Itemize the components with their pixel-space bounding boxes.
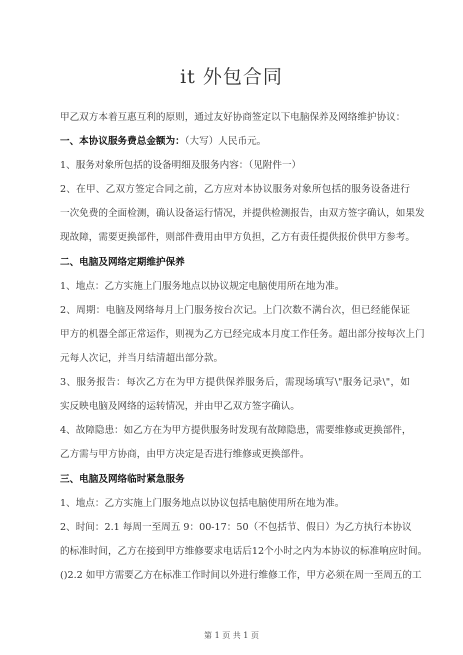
section3-heading: 三、电脑及网络临时紧急服务 <box>60 474 185 485</box>
section2-line-5: 3、服务报告：每次乙方在为甲方提供保养服务后，需现场填写\"服务记录\"，如 <box>60 377 410 388</box>
section2-line-1: 1、地点：乙方实施上门服务地点以协议规定电脑使用所在地为准。 <box>60 281 345 292</box>
document-title: it 外包合同 <box>180 66 283 88</box>
section2-line-7: 4、故障隐患：如乙方在为甲方提供服务时发现有故障隐患，需要维修或更换部件， <box>60 425 412 436</box>
section3-line-4: ()2.2 如甲方需要乙方在标准工作时间以外进行维修工作，甲方必须在周一至周五的工 <box>60 570 422 581</box>
section2-line-3: 甲方的机器全部正常运作，则视为乙方已经完成本月度工作任务。超出部分按每次上门 <box>60 329 425 340</box>
section2-line-2: 2、周期：电脑及网络每月上门服务按台次记。上门次数不满台次，但已经能保证 <box>60 305 410 316</box>
intro-paragraph: 甲乙双方本着互惠互利的原则，通过友好协商签定以下电脑保养及网络维护协议： <box>60 112 406 123</box>
section1-item-2-cont: 一次免费的全面检测，确认设备运行情况，并提供检测报告，由双方签字确认，如果发 <box>60 208 425 219</box>
section3-line-2: 2、时间：2.1 每周一至周五 9：00-17：50（不包括节、假日）为乙方执行本协议 <box>60 522 412 533</box>
section3-line-1: 1、地点：乙方实施上门服务地点以协议包括电脑使用所在地为准。 <box>60 498 345 509</box>
section3-line-3: 的标准时间，乙方在接到甲方维修要求电话后12个小时之内为本协议的标准响应时间。 <box>60 546 428 557</box>
page-footer: 第 1 页 共 1 页 <box>204 631 259 640</box>
section2-line-6: 实反映电脑及网络的运转情况，并由甲乙双方签字确认。 <box>60 401 300 412</box>
section2-line-4: 元每人次记，并当月结清超出部分款。 <box>60 353 224 364</box>
section1-item-2: 2、在甲、乙双方签定合同之前，乙方应对本协议服务对象所包括的服务设备进行 <box>60 184 410 195</box>
section2-heading: 二、电脑及网络定期维护保养 <box>60 257 185 268</box>
section2-line-8: 乙方需与甲方协商，由甲方决定是否进行维修或更换部件。 <box>60 449 310 460</box>
section1-item-1: 1、服务对象所包括的设备明细及服务内容：（见附件一） <box>60 160 302 171</box>
section1-heading: 一、本协议服务费总金额为： <box>60 136 185 147</box>
section1-value: （大写）人民币元。 <box>184 136 267 147</box>
section1-item-2-cont2: 现故障，需要更换部件，则部件费用由甲方负担，乙方有责任提供报价供甲方参考。 <box>60 232 415 243</box>
section1-line <box>60 137 410 147</box>
